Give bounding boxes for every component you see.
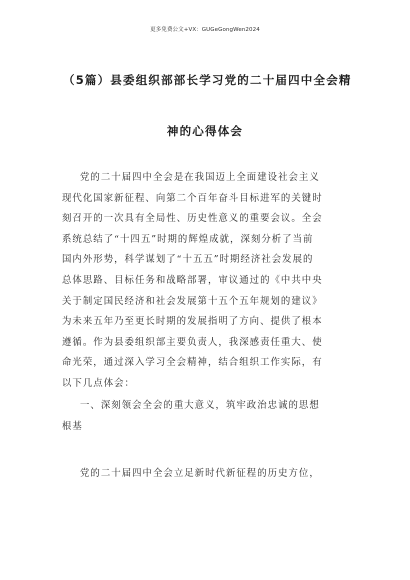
header-note: 更多免费公文+VX：GUGeGongWen2024 <box>150 27 260 33</box>
paragraph-line: 总体思路、目标任务和战略部署，审议通过的《中共中央 <box>62 274 323 286</box>
paragraph-line: 刻召开的一次具有全局性、历史性意义的重要会议。全会 <box>62 213 323 225</box>
heading-line: 一、深刻领会全会的重大意义，筑牢政治忠诚的思想 <box>80 400 320 411</box>
document-title-line-1: （5篇）县委组织部部长学习党的二十届四中全会精 <box>63 73 352 87</box>
paragraph-line: 遵循。作为县委组织部主要负责人，我深感责任重大、使 <box>62 336 323 348</box>
document-title-line-2: 神的心得体会 <box>166 124 244 138</box>
paragraph-line: 现代化国家新征程、向第二个百年奋斗目标进军的关键时 <box>62 192 323 204</box>
paragraph-line: 以下几点体会： <box>62 377 135 389</box>
paragraph-line: 国内外形势，科学谋划了“十五五”时期经济社会发展的 <box>62 254 314 266</box>
heading-line: 根基 <box>62 420 83 432</box>
paragraph-section-1 <box>62 464 362 485</box>
section-heading-1 <box>62 396 362 437</box>
paragraph-intro <box>62 168 362 395</box>
paragraph-line: 党的二十届四中全会是在我国迈上全面建设社会主义 <box>80 172 320 183</box>
paragraph-line: 为未来五年乃至更长时期的发展指明了方向、提供了根本 <box>62 316 323 328</box>
paragraph-line: 系统总结了“十四五”时期的辉煌成就，深刻分析了当前 <box>62 233 314 245</box>
paragraph-line: 命光荣，通过深入学习全会精神，结合组织工作实际，有 <box>62 357 323 369</box>
paragraph-line: 关于制定国民经济和社会发展第十五个五年规划的建议》 <box>62 295 323 307</box>
paragraph-line: 党的二十届四中全会立足新时代新征程的历史方位， <box>80 468 320 479</box>
